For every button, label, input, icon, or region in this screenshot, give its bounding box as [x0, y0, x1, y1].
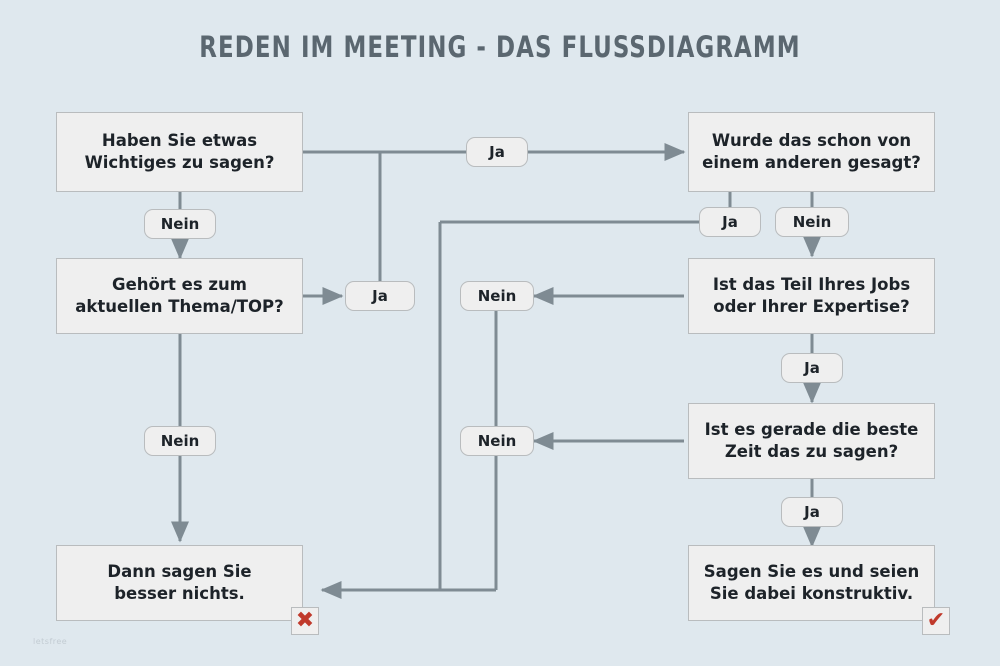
node-text-line1: Sagen Sie es und seien	[703, 561, 920, 581]
node-text-line2: Sie dabei konstruktiv.	[709, 584, 914, 603]
node-beste-zeit[interactable]	[688, 403, 935, 479]
node-gehoert-es-zum-thema[interactable]	[56, 258, 303, 334]
node-text-line2: aktuellen Thema/TOP?	[75, 297, 284, 316]
edge-label-ja-4: Ja	[781, 353, 843, 383]
node-text-line1: Dann sagen Sie	[107, 561, 252, 581]
node-sagen-sie-es-konstruktiv[interactable]	[688, 545, 935, 621]
node-text-line2: besser nichts.	[114, 584, 245, 603]
node-dann-sagen-sie-besser-nichts[interactable]	[56, 545, 303, 621]
cross-icon: ✖	[291, 607, 319, 635]
edge-label-ja-1: Ja	[466, 137, 528, 167]
node-text-line2: oder Ihrer Expertise?	[713, 297, 910, 316]
edge-label-nein-4: Nein	[460, 281, 534, 311]
edge-label-ja-3: Ja	[699, 207, 761, 237]
node-wurde-das-schon-gesagt[interactable]	[688, 112, 935, 192]
watermark: letsfree	[33, 637, 68, 646]
node-teil-ihres-jobs[interactable]	[688, 258, 935, 334]
node-text-line2: Zeit das zu sagen?	[724, 442, 899, 461]
node-text-line1: Ist es gerade die beste	[704, 419, 919, 439]
node-text-line1: Ist das Teil Ihres Jobs	[712, 274, 911, 294]
edge-label-nein-3: Nein	[775, 207, 849, 237]
edge-label-ja-5: Ja	[781, 497, 843, 527]
edge-label-nein-5: Nein	[460, 426, 534, 456]
node-text-line2: Wichtiges zu sagen?	[84, 153, 275, 172]
page-title: REDEN IM MEETING - DAS FLUSSDIAGRAMM	[199, 30, 801, 64]
node-text-line2: einem anderen gesagt?	[702, 153, 921, 172]
node-haben-sie-etwas-wichtiges[interactable]	[56, 112, 303, 192]
node-text-line1: Gehört es zum	[112, 274, 247, 294]
check-icon: ✔	[922, 607, 950, 635]
node-text-line1: Wurde das schon von	[711, 130, 912, 150]
edge-label-ja-2: Ja	[345, 281, 415, 311]
node-text-line1: Haben Sie etwas	[101, 130, 258, 150]
edge-label-nein-2: Nein	[144, 426, 216, 456]
edge-label-nein-1: Nein	[144, 209, 216, 239]
